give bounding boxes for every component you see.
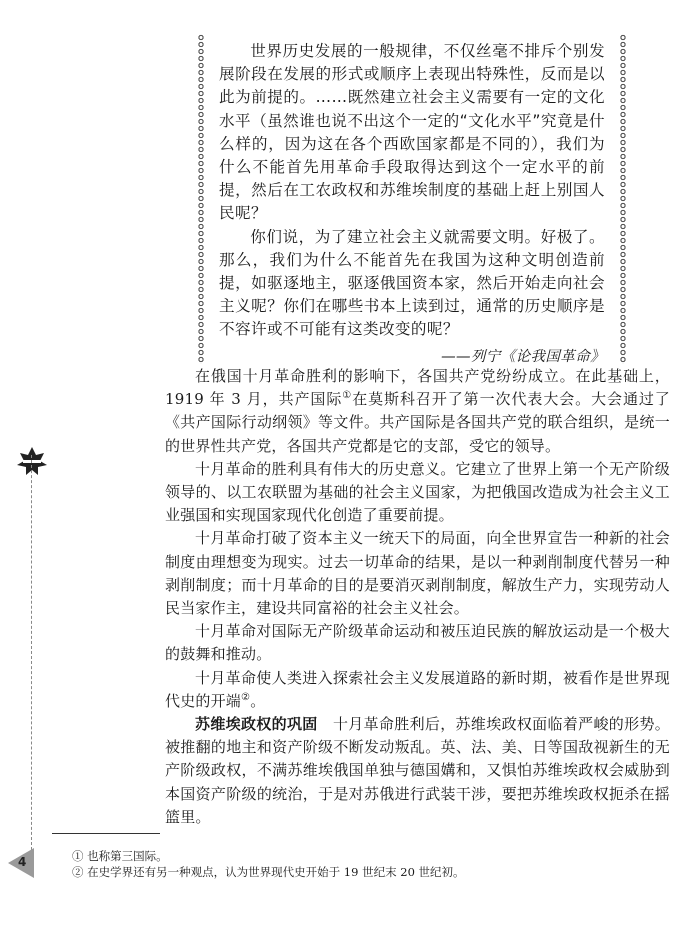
paragraph-liberation: 十月革命对国际无产阶级革命运动和被压迫民族的解放运动是一个极大的鼓舞和推动。 (165, 622, 670, 664)
subsection-heading: 苏维埃政权的巩固 (195, 715, 318, 734)
paragraph-comintern: 在俄国十月革命胜利的影响下，各国共产党纷纷成立。在此基础上，1919 年 3 月，共产国际①在莫斯科召开了第一次代表大会。大会通过了《共产国际行动纲领》等文件。共产国际是各国共产党的联合组织，是统一的世界性共产党，各国共产党都是它的支部，受它的领导。 (165, 367, 671, 455)
quote-attribution: ——列宁《论我国革命》 (441, 348, 605, 365)
paragraph-modern-history: 十月革命使人类进入探索社会主义发展道路的新时期，被看作是世界现代史的开端②。 (165, 668, 670, 710)
quote-text (219, 40, 605, 369)
page-number: 4 (18, 855, 27, 869)
main-body-text (165, 365, 670, 829)
quote-paragraph: 你们说，为了建立社会主义就需要文明。好极了。那么，我们为什么不能首先在我国为这种文明创造前提，如驱逐地主，驱逐俄国资本家，然后开始走向社会主义呢？你们在哪些书本上读到过，通常的历史顺序是不容许或不可能有这类改变的呢？ (219, 227, 605, 339)
paragraph-soviet-consolidation: 苏维埃政权的巩固 十月革命胜利后，苏维埃政权面临着严峻的形势。被推翻的地主和资产阶级不断发动叛乱。英、法、美、日等国敌视新生的无产阶级政权，不满苏维埃俄国单独与德国媾和，又惧怕苏维埃政权会威胁到本国资产阶级的统治，于是对苏俄进行武装干涉，要把苏维埃政权扼杀在摇篮里。 (165, 715, 670, 826)
page-number-badge (8, 848, 34, 878)
footnote-divider (52, 833, 160, 834)
section-emblem-icon (14, 445, 50, 477)
quote-paragraph: 世界历史发展的一般规律，不仅丝毫不排斥个别发展阶段在发展的形式或顺序上表现出特殊性，反而是以此为前提的。……既然建立社会主义需要有一定的文化水平（虽然谁也说不出这个一定的“文化水平”究竟是什么样的，因为这在各个西欧国家都是不同的），我们为什么不能首先用革命手段取得达到这个一定水平的前提，然后在工农政权和苏维埃制度的基础上赶上别国人民呢？ (219, 42, 605, 223)
ornamental-border-left (197, 34, 205, 364)
footnote-ref-1[interactable]: ① (342, 390, 353, 402)
footnotes (72, 848, 465, 880)
paragraph-capitalism: 十月革命打破了资本主义一统天下的局面，向全世界宣告一种新的社会制度由理想变为现实。过去一切革命的结果，是以一种剥削制度代替另一种剥削制度；而十月革命的目的是要消灭剥削制度，解放生产力，实现劳动人民当家作主，建设共同富裕的社会主义社会。 (165, 529, 670, 618)
lenin-quote-box (197, 34, 627, 364)
ornamental-border-right (619, 34, 627, 364)
footnote-2: ② 在史学界还有另一种观点，认为世界现代史开始于 19 世纪末 20 世纪初。 (72, 865, 465, 879)
footnote-1: ① 也称第三国际。 (72, 849, 168, 863)
footnote-ref-2[interactable]: ② (241, 691, 251, 703)
margin-dotted-line (31, 455, 32, 850)
paragraph-significance: 十月革命的胜利具有伟大的历史意义。它建立了世界上第一个无产阶级领导的、以工农联盟为基础的社会主义国家，为把俄国改造成为社会主义工业强国和实现国家现代化创造了重要前提。 (165, 459, 670, 525)
